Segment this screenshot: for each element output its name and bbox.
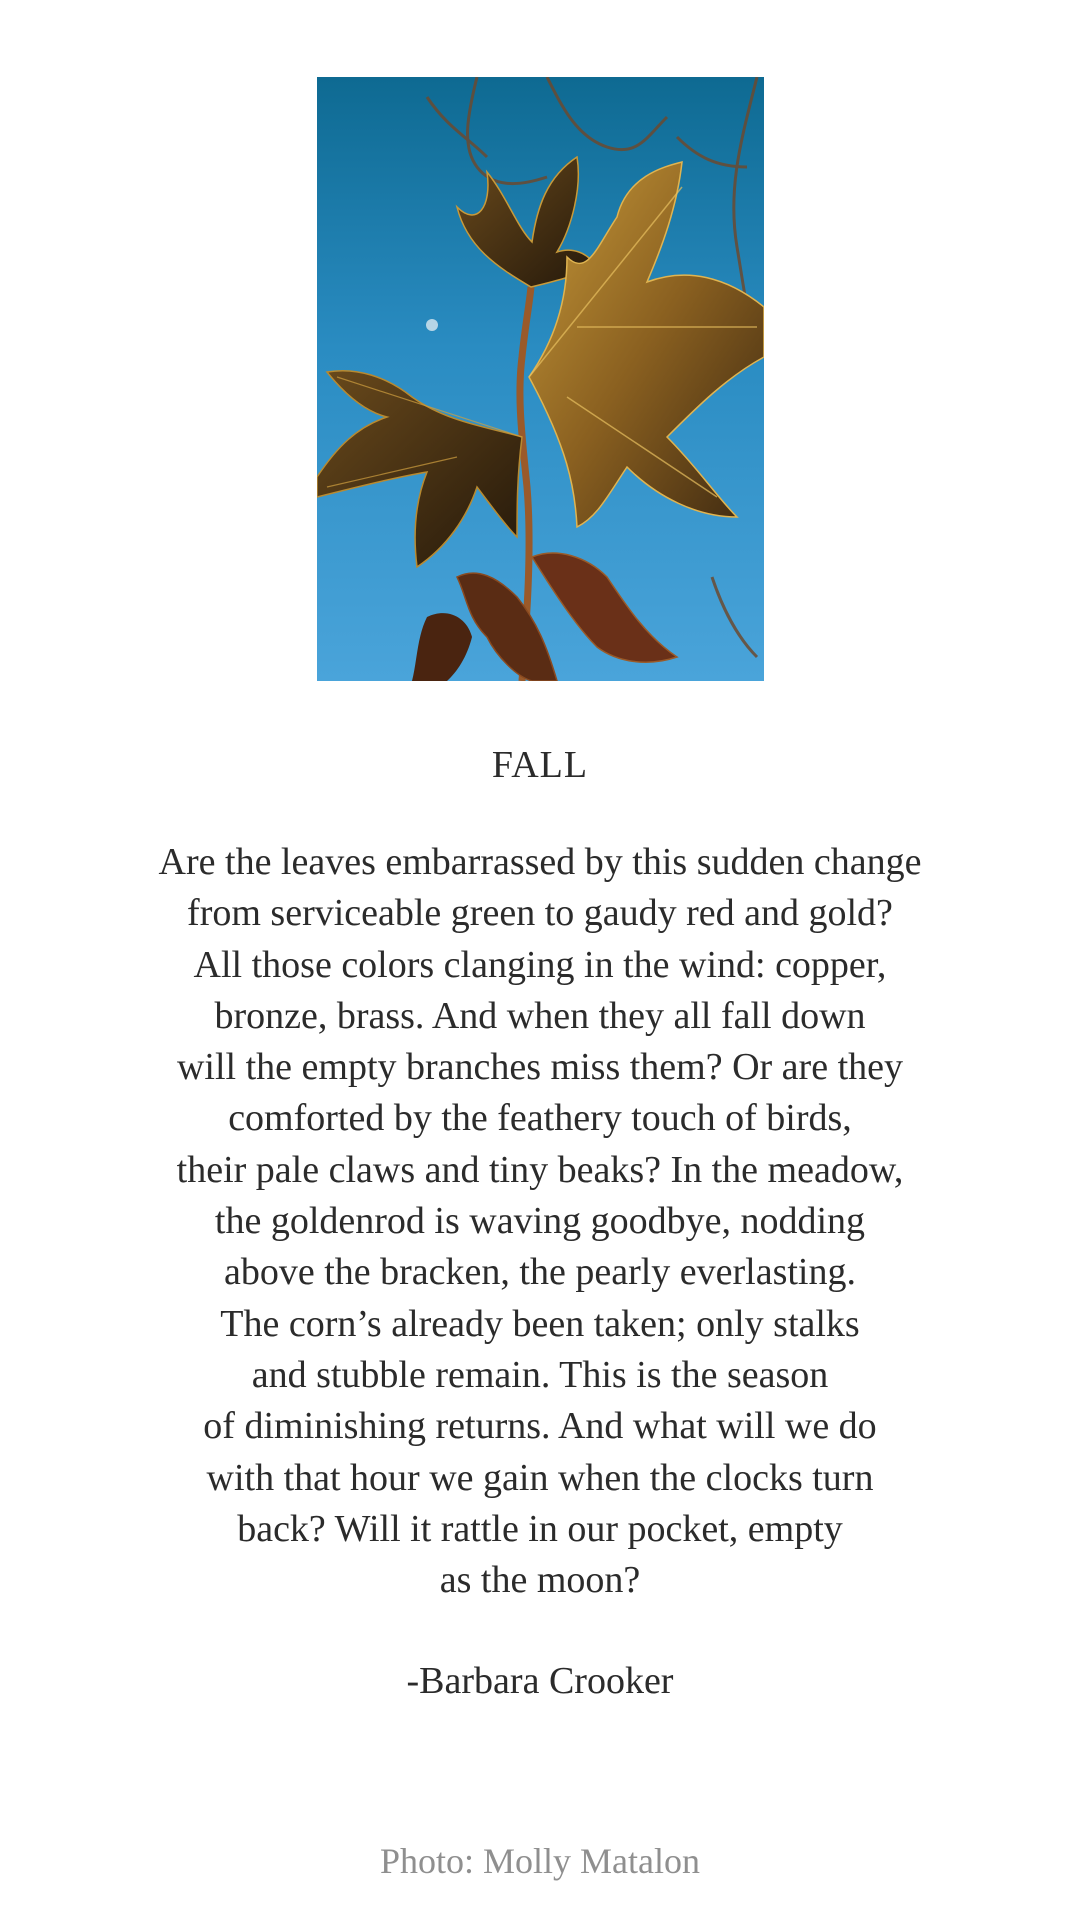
poem-line: of diminishing returns. And what will we do <box>203 1405 877 1448</box>
poem <box>0 735 1080 1711</box>
poem-line: their pale claws and tiny beaks? In the meadow, <box>176 1148 904 1191</box>
poem-line: The corn’s already been taken; only stalks <box>220 1302 860 1345</box>
poem-line: and stubble remain. This is the season <box>251 1353 829 1396</box>
poem-line: the goldenrod is waving goodbye, nodding <box>214 1200 866 1243</box>
poem-line: comforted by the feathery touch of birds, <box>228 1097 852 1140</box>
autumn-leaves-image <box>317 77 764 681</box>
poem-line: above the bracken, the pearly everlasting. <box>224 1251 856 1294</box>
poem-line: as the moon? <box>439 1559 641 1602</box>
poem-line: All those colors clanging in the wind: copper, <box>193 943 887 986</box>
poem-line: back? Will it rattle in our pocket, empty <box>237 1507 843 1550</box>
poem-line: from serviceable green to gaudy red and gold? <box>187 892 893 935</box>
poem-title: FALL <box>491 744 589 786</box>
poem-line: Are the leaves embarrassed by this sudden change <box>158 841 922 883</box>
poem-lines <box>0 837 1080 1606</box>
poem-author: -Barbara Crooker <box>406 1660 674 1703</box>
poem-line: bronze, brass. And when they all fall down <box>214 994 866 1037</box>
photo-credit: Photo: Molly Matalon <box>379 1841 700 1881</box>
poem-line: will the empty branches miss them? Or are they <box>176 1046 903 1089</box>
poem-photo <box>317 77 764 681</box>
poem-line: with that hour we gain when the clocks turn <box>206 1456 874 1499</box>
